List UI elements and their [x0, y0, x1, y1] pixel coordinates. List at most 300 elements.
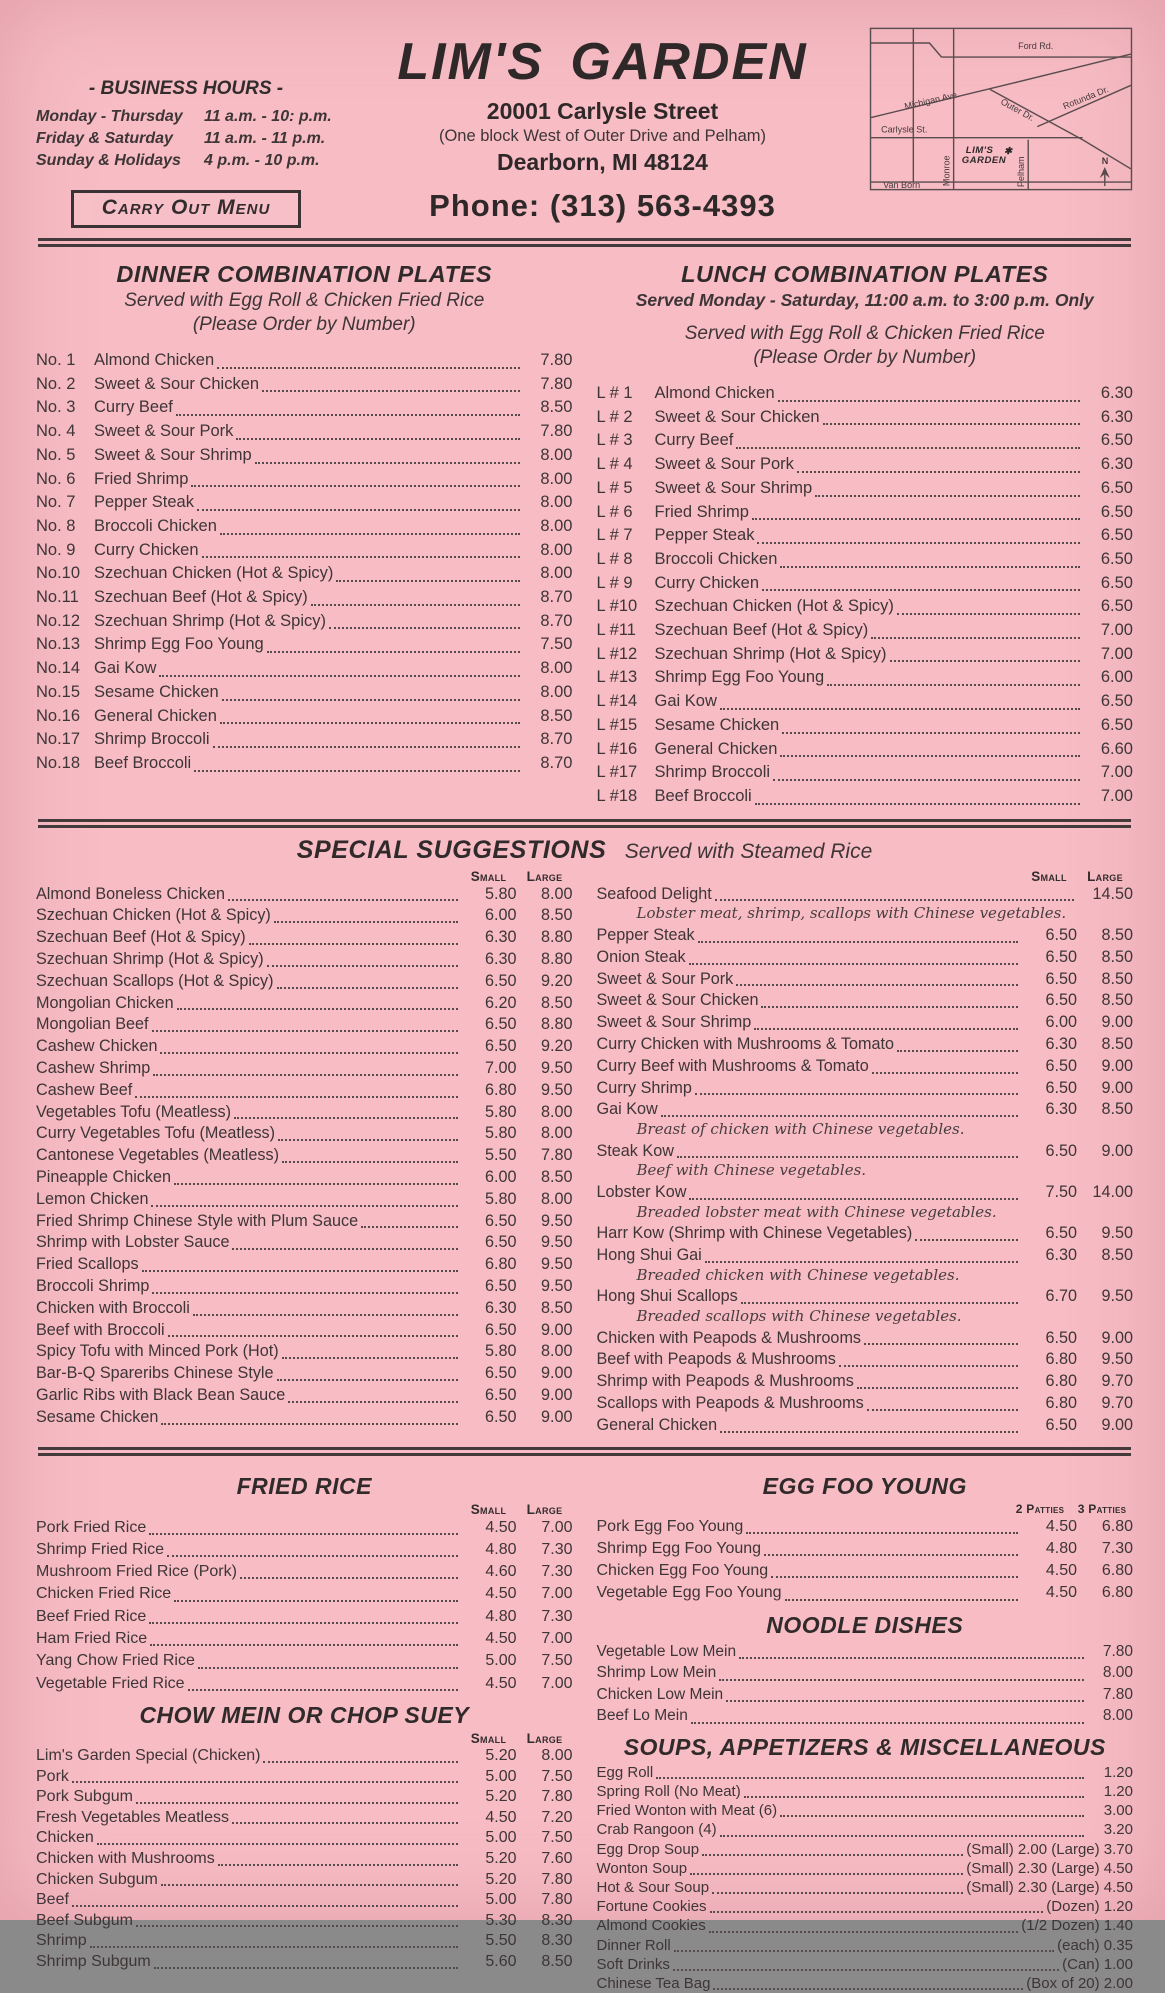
menu-item-row	[597, 1056, 1134, 1078]
item-number: L # 6	[596, 502, 633, 521]
item-price-small: 5.00	[485, 1891, 517, 1909]
item-price-small: 5.20	[485, 1746, 517, 1764]
item-number: No. 6	[36, 469, 76, 488]
dot-leader	[867, 1409, 1018, 1411]
item-number: L #18	[596, 786, 638, 805]
item-name: Vegetables Tofu (Meatless)	[36, 1102, 231, 1121]
item-name: Szechuan Shrimp (Hot & Spicy)	[94, 611, 327, 630]
dot-leader	[673, 1969, 1059, 1971]
item-price-large: 8.00	[541, 1746, 573, 1764]
menu-item-row	[36, 1102, 573, 1124]
item-name: Hong Shui Scallops	[596, 1287, 738, 1306]
menu-item-row	[597, 501, 1134, 525]
menu-item-row	[597, 1182, 1134, 1204]
dot-leader	[220, 722, 520, 724]
item-price: 6.00	[1100, 668, 1133, 687]
item-price-small: 4.50	[485, 1585, 517, 1603]
item-name: Mongolian Beef	[36, 1015, 149, 1034]
item-name: Sesame Chicken	[654, 715, 780, 734]
item-price-large: 8.80	[540, 950, 573, 969]
egg-foo-young-title: EGG FOO YOUNG	[762, 1472, 967, 1499]
item-number: No.12	[36, 611, 81, 630]
dot-leader	[198, 1667, 458, 1669]
dot-leader	[232, 1822, 458, 1824]
item-price-large: 9.50	[540, 1080, 573, 1099]
item-price-large: 8.50	[540, 1298, 573, 1317]
dot-leader	[142, 1270, 458, 1272]
item-name: Cashew Shrimp	[36, 1059, 151, 1078]
item-name: Dinner Roll	[596, 1936, 671, 1954]
dot-leader	[159, 675, 519, 677]
dot-leader	[329, 627, 519, 629]
combination-plates-section	[36, 255, 1133, 809]
dot-leader	[174, 1183, 458, 1185]
dot-leader	[720, 708, 1080, 710]
menu-item-row	[597, 1684, 1134, 1706]
item-price-small: 6.80	[1045, 1372, 1077, 1391]
menu-item-row	[597, 1763, 1134, 1782]
map-marker-star-icon: ✱	[1004, 145, 1013, 157]
noodle-dishes-list	[597, 1641, 1134, 1727]
item-name: Chicken with Mushrooms	[36, 1849, 215, 1867]
item-name: Chicken Low Mein	[596, 1685, 724, 1703]
lunch-hours-note: Served Monday - Saturday, 11:00 a.m. to 3:00 p.m. Only	[635, 290, 1094, 310]
dot-leader	[277, 1379, 458, 1381]
item-name: Cashew Beef	[36, 1080, 133, 1099]
menu-item-row	[36, 1320, 573, 1342]
item-price-small: 7.50	[1045, 1182, 1077, 1201]
item-price-small: 6.50	[484, 1385, 517, 1404]
item-price: 7.80	[540, 422, 573, 441]
item-price: 8.70	[540, 753, 573, 772]
menu-item-row	[597, 1840, 1134, 1859]
price-column-headers	[36, 869, 573, 884]
dot-leader	[713, 1988, 1023, 1990]
item-number: L # 3	[596, 431, 633, 450]
item-price-small: 6.50	[484, 1407, 517, 1426]
item-price: (Small) 2.30 (Large) 4.50	[966, 1859, 1133, 1877]
item-name: Sweet & Sour Chicken	[654, 407, 820, 426]
menu-item-row	[597, 1099, 1134, 1121]
dot-leader	[149, 1622, 457, 1624]
noodle-dishes-section	[597, 1611, 1134, 1727]
item-name: Pork Fried Rice	[36, 1518, 147, 1536]
item-price-large: 9.50	[540, 1277, 573, 1295]
dot-leader	[698, 941, 1018, 943]
menu-item-row	[36, 1254, 573, 1276]
item-price: (Box of 20) 2.00	[1026, 1975, 1133, 1993]
map-label-carlysle-st: Carlysle St.	[881, 124, 928, 135]
menu-item	[36, 1123, 573, 1145]
item-number: L # 4	[596, 455, 633, 474]
item-price-large: 8.30	[541, 1932, 573, 1950]
item-number: L # 5	[596, 478, 633, 497]
item-price-large: 9.50	[540, 1233, 573, 1252]
item-price: 8.00	[1102, 1664, 1133, 1682]
item-price-small: 6.20	[484, 993, 517, 1012]
location-map	[869, 26, 1133, 192]
menu-item-row	[36, 349, 573, 373]
dot-leader	[278, 1139, 457, 1141]
item-name: Szechuan Shrimp (Hot & Spicy)	[36, 950, 264, 969]
item-price: 6.30	[1100, 455, 1133, 474]
egg-foo-young-section	[597, 1472, 1134, 1605]
item-price-small: 4.50	[485, 1630, 517, 1648]
dot-leader	[177, 1008, 458, 1010]
item-price-small: 6.50	[1045, 1141, 1077, 1160]
item-name: Bar-B-Q Spareribs Chinese Style	[36, 1364, 274, 1383]
item-name: Shrimp Subgum	[36, 1952, 151, 1970]
menu-item	[36, 1211, 573, 1233]
special-suggestions-section	[36, 836, 1133, 1437]
item-number: No.16	[36, 706, 81, 725]
item-price-small: 4.80	[485, 1540, 517, 1558]
item-price-small: 5.00	[485, 1829, 517, 1847]
dot-leader	[752, 518, 1080, 520]
bottom-right-column	[597, 1466, 1134, 1993]
item-name: Soft Drinks	[596, 1955, 670, 1973]
dot-leader	[815, 495, 1080, 497]
item-price-large: 9.50	[540, 1255, 573, 1274]
item-name: Lemon Chicken	[36, 1189, 149, 1208]
item-price-3-patties: 7.30	[1101, 1539, 1133, 1557]
dot-leader	[839, 1365, 1018, 1367]
dot-leader	[194, 770, 519, 772]
menu-item-row	[36, 1058, 573, 1080]
menu-item-row	[36, 905, 573, 927]
menu-item-row	[36, 949, 573, 971]
dot-leader	[736, 984, 1018, 986]
special-right-column	[597, 869, 1134, 1437]
item-name: Yang Chow Fried Rice	[36, 1652, 195, 1670]
item-name: Curry Beef	[654, 431, 734, 450]
dot-leader	[890, 660, 1080, 662]
dot-leader	[746, 1532, 1018, 1534]
dot-leader	[161, 1884, 458, 1886]
dot-leader	[149, 1533, 457, 1535]
menu-item	[36, 1254, 573, 1276]
item-name: Chicken with Broccoli	[36, 1298, 190, 1317]
item-price: 8.50	[540, 706, 573, 725]
fried-rice-section	[36, 1472, 573, 1695]
menu-item-row	[36, 971, 573, 993]
menu-item-row	[36, 396, 573, 420]
item-price-large: 7.50	[541, 1652, 573, 1670]
item-name: Crab Rangoon (4)	[596, 1821, 717, 1839]
fried-rice-title: FRIED RICE	[236, 1472, 372, 1499]
menu-item	[36, 1058, 573, 1080]
item-price-2-patties: 4.80	[1045, 1539, 1077, 1557]
menu-item	[597, 1099, 1134, 1138]
menu-item-row	[597, 429, 1134, 453]
hours-times: 11 a.m. - 10: p.m.	[204, 108, 332, 125]
menu-item-row	[36, 1123, 573, 1145]
item-price-small: 5.80	[484, 884, 517, 903]
dinner-subtitle-2: (Please Order by Number)	[192, 314, 416, 335]
dot-leader	[677, 1156, 1018, 1158]
menu-item	[36, 1407, 573, 1429]
menu-item-row	[36, 1870, 573, 1891]
item-number: No.13	[36, 635, 81, 654]
item-number: No.11	[36, 588, 79, 607]
item-price: 8.70	[540, 611, 573, 630]
menu-item	[36, 1189, 573, 1211]
item-price-large: 9.00	[1101, 1328, 1133, 1347]
dot-leader	[249, 943, 458, 945]
dinner-subtitle: Served with Egg Roll & Chicken Fried Rice	[124, 290, 485, 311]
menu-item-row	[36, 1650, 573, 1672]
menu-item-row	[36, 1746, 573, 1767]
item-price-large: 14.50	[1092, 884, 1133, 903]
menu-item-row	[36, 1036, 573, 1058]
dot-leader	[174, 1600, 457, 1602]
item-price-small: 4.50	[485, 1518, 517, 1536]
item-name: Pepper Steak	[596, 925, 695, 944]
dot-leader	[168, 1335, 458, 1337]
menu-item-row	[597, 738, 1134, 762]
item-price-large: 8.50	[540, 1168, 573, 1187]
item-number: No. 3	[36, 398, 76, 417]
price-column-headers	[36, 1731, 573, 1746]
menu-item-row	[36, 491, 573, 515]
item-name: Hong Shui Gai	[596, 1246, 702, 1265]
dot-leader	[689, 1198, 1018, 1200]
item-name: Curry Chicken	[654, 573, 760, 592]
menu-item-row	[597, 1705, 1134, 1727]
item-price: 8.00	[1102, 1707, 1133, 1725]
map-marker-name-line2: GARDEN	[961, 154, 1007, 166]
item-number: L #14	[596, 692, 638, 711]
item-name: Pepper Steak	[654, 526, 755, 545]
item-name: Beef Broccoli	[654, 786, 752, 805]
dot-leader	[90, 1946, 458, 1948]
menu-item-row	[597, 969, 1134, 991]
item-price-large: 9.50	[1101, 1350, 1133, 1369]
item-price-small: 5.80	[484, 1189, 517, 1208]
dot-leader	[780, 1815, 1084, 1817]
item-price-small: 6.50	[484, 1037, 517, 1056]
item-number: No.18	[36, 753, 81, 772]
item-name: Sweet & Sour Chicken	[596, 991, 759, 1010]
menu-item-row	[36, 1583, 573, 1605]
item-price-large: 9.00	[1101, 1078, 1133, 1097]
item-price-small: 6.50	[1045, 947, 1077, 966]
hours-times: 4 p.m. - 10 p.m.	[204, 152, 320, 169]
soups-appetizers-section	[597, 1733, 1134, 1993]
dot-leader	[150, 1644, 457, 1646]
dot-leader	[757, 542, 1080, 544]
menu-item-row	[36, 752, 573, 776]
menu-item-row	[36, 562, 573, 586]
menu-item	[597, 1034, 1134, 1056]
item-price-large: 8.00	[540, 1342, 573, 1361]
item-name: Beef with Peapods & Mushrooms	[596, 1350, 836, 1369]
menu-item-row	[597, 1415, 1134, 1437]
item-price: 7.50	[540, 635, 573, 654]
item-price-large: 8.00	[540, 884, 573, 903]
menu-item-row	[597, 1782, 1134, 1801]
map-label-outer-dr: Outer Dr.	[999, 96, 1036, 124]
dot-leader	[188, 1689, 458, 1691]
item-name: Beef with Broccoli	[36, 1320, 165, 1339]
item-price-large: 9.50	[540, 1059, 573, 1078]
item-price: 8.00	[540, 493, 573, 512]
item-price-small: 6.30	[1045, 1100, 1077, 1119]
divider-rule	[38, 819, 1131, 828]
item-name: Sweet & Sour Pork	[94, 422, 234, 441]
item-name: Egg Drop Soup	[596, 1840, 700, 1858]
fried-rice-list	[36, 1517, 573, 1695]
lunch-combination-column	[597, 259, 1134, 809]
dot-leader	[220, 533, 520, 535]
item-name: Spicy Tofu with Minced Pork (Hot)	[36, 1342, 279, 1361]
item-name: Szechuan Chicken (Hot & Spicy)	[94, 564, 334, 583]
dot-leader	[136, 1925, 458, 1927]
menu-item-row	[36, 1080, 573, 1102]
item-name: Szechuan Chicken (Hot & Spicy)	[654, 597, 894, 616]
dot-leader	[661, 1115, 1018, 1117]
item-number: L #11	[596, 621, 636, 640]
menu-item-row	[597, 1801, 1134, 1820]
menu-item-row	[36, 1828, 573, 1849]
dot-leader	[741, 1302, 1018, 1304]
item-price-large: 8.50	[1101, 1034, 1133, 1053]
item-price-small: 4.50	[485, 1808, 517, 1826]
item-name: Gai Kow	[654, 692, 717, 711]
dot-leader	[193, 1314, 458, 1316]
price-column-headers	[597, 869, 1134, 884]
item-price-small: 6.50	[1045, 1328, 1077, 1347]
dot-leader	[736, 447, 1080, 449]
item-price-large: 9.00	[540, 1320, 573, 1339]
item-price: 3.20	[1103, 1821, 1133, 1839]
item-name: Fried Shrimp	[654, 502, 749, 521]
menu-item	[597, 990, 1134, 1012]
item-name: Sesame Chicken	[94, 682, 219, 701]
item-price-small: 6.50	[484, 1320, 517, 1339]
menu-item-row	[36, 420, 573, 444]
dot-leader	[72, 1905, 458, 1907]
item-name: Fortune Cookies	[596, 1898, 707, 1916]
dot-leader	[797, 471, 1080, 473]
dot-leader	[176, 414, 520, 416]
carry-out-box-wrap	[36, 190, 336, 228]
menu-item	[36, 1320, 573, 1342]
item-price-large: 8.80	[540, 1015, 573, 1034]
item-price-large: 7.00	[541, 1674, 573, 1692]
item-price-large: 9.50	[1101, 1224, 1133, 1243]
item-price-small: 5.50	[485, 1932, 517, 1950]
item-price-2-patties: 4.50	[1045, 1517, 1077, 1535]
menu-item	[36, 949, 573, 971]
dot-leader	[151, 1205, 457, 1207]
menu-item-row	[597, 947, 1134, 969]
item-description: Breast of chicken with Chinese vegetables.	[636, 1120, 965, 1139]
item-name: Shrimp Broccoli	[654, 763, 771, 782]
item-price-small: 6.80	[484, 1080, 517, 1099]
menu-item-row	[36, 1276, 573, 1298]
menu-item-row	[36, 927, 573, 949]
menu-item	[597, 1182, 1134, 1221]
item-price-small: 6.00	[484, 906, 517, 925]
item-price-3-patties: 6.80	[1101, 1562, 1133, 1580]
restaurant-title: LIM'S GARDEN	[397, 33, 808, 91]
item-price: 7.00	[1100, 786, 1133, 805]
item-price-small: 6.50	[484, 1277, 517, 1295]
special-left-list	[36, 884, 573, 1429]
item-name: Shrimp Low Mein	[596, 1664, 717, 1682]
menu-item	[36, 1363, 573, 1385]
dot-leader	[336, 580, 519, 582]
item-number: No. 7	[36, 493, 76, 512]
item-price-small: 6.80	[1045, 1350, 1077, 1369]
menu-item-row	[597, 1328, 1134, 1350]
menu-item-row	[597, 925, 1134, 947]
item-name: Pineapple Chicken	[36, 1168, 171, 1187]
menu-item-row	[36, 468, 573, 492]
menu-item-row	[597, 643, 1134, 667]
lunch-subtitle-2: (Please Order by Number)	[753, 347, 977, 368]
menu-item	[597, 1012, 1134, 1034]
dot-leader	[823, 423, 1080, 425]
item-name: Gai Kow	[596, 1100, 658, 1119]
item-price-small: 5.50	[484, 1146, 517, 1165]
item-name: Pork	[36, 1767, 69, 1785]
item-name: Broccoli Chicken	[654, 549, 778, 568]
item-price-large: 9.00	[1101, 1141, 1133, 1160]
item-name: Mongolian Chicken	[36, 993, 174, 1012]
menu-item	[36, 1036, 573, 1058]
menu-item	[36, 1102, 573, 1124]
patties-2-column-label: 2 Patties	[1015, 1501, 1065, 1516]
item-price-large: 7.50	[541, 1767, 573, 1785]
address-note: (One block West of Outer Drive and Pelham)	[438, 127, 767, 145]
item-price-large: 9.00	[1101, 1056, 1133, 1075]
item-price-large: 7.80	[541, 1870, 573, 1888]
menu-item-row	[597, 1349, 1134, 1371]
item-name: Szechuan Scallops (Hot & Spicy)	[36, 971, 274, 990]
item-name: Fried Scallops	[36, 1255, 139, 1274]
item-price: 7.80	[1102, 1642, 1133, 1660]
menu-item-row	[597, 1034, 1134, 1056]
lunch-item-list	[597, 382, 1134, 809]
item-number: L # 7	[596, 526, 633, 545]
dot-leader	[218, 1864, 458, 1866]
menu-item-row	[36, 1407, 573, 1429]
item-price: (1/2 Dozen) 1.40	[1021, 1917, 1133, 1935]
dot-leader	[191, 485, 519, 487]
map-label-van-born: Van Born	[883, 180, 921, 191]
item-price-large: 7.00	[541, 1518, 573, 1536]
menu-item	[597, 947, 1134, 969]
menu-item-row	[597, 406, 1134, 430]
item-price: 6.60	[1100, 739, 1133, 758]
item-name: Almond Boneless Chicken	[36, 884, 225, 903]
item-price: 8.00	[540, 659, 573, 678]
menu-item-row	[597, 595, 1134, 619]
item-price-large: 7.80	[540, 1146, 573, 1165]
menu-item	[597, 1328, 1134, 1350]
menu-item-row	[36, 1787, 573, 1808]
item-name: Beef Broccoli	[94, 753, 192, 772]
item-name: Shrimp	[36, 1932, 87, 1950]
chow-mein-list	[36, 1746, 573, 1973]
special-title: SPECIAL SUGGESTIONS	[296, 835, 607, 864]
item-name: Mushroom Fried Rice (Pork)	[36, 1563, 237, 1581]
menu-item-row	[36, 884, 573, 906]
item-name: Curry Beef	[94, 398, 173, 417]
item-price-large: 8.50	[1101, 1246, 1133, 1265]
